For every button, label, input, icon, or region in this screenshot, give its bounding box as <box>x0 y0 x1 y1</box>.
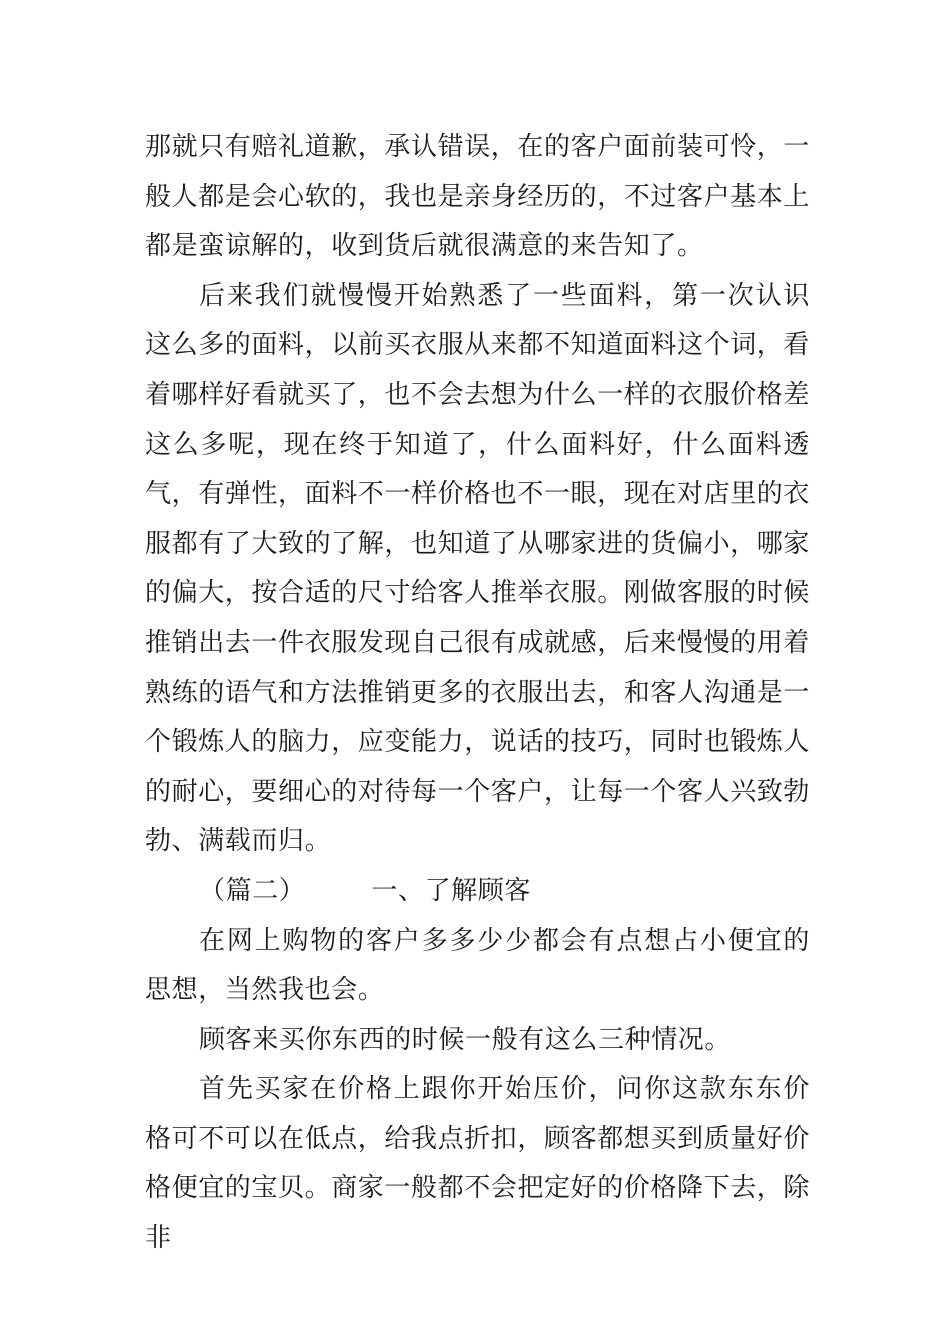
paragraph-2: 后来我们就慢慢开始熟悉了一些面料，第一次认识这么多的面料，以前买衣服从来都不知道面料这个词，看着哪样好看就买了，也不会去想为什么一样的衣服价格差这么多呢，现在终于知道了，什么面料好，什么面料透气，有弹性，面料不一样价格也不一眼，现在对店里的衣服都有了大致的了解，也知道了从哪家进的货偏小，哪家的偏大，按合适的尺寸给客人推举衣服。刚做客服的时候推销出去一件衣服发现自己很有成就感，后来慢慢的用着熟练的语气和方法推销更多的衣服出去，和客人沟通是一个锻炼人的脑力，应变能力，说话的技巧，同时也锻炼人的耐心，要细心的对待每一个客户，让每一个客人兴致勃勃、满载而归。 <box>145 280 811 857</box>
section-heading <box>145 867 810 917</box>
section-label: （篇二） <box>199 875 306 906</box>
paragraph-4: 顾客来买你东西的时候一般有这么三种情况。 <box>199 1024 732 1055</box>
document-body <box>145 123 810 1264</box>
paragraph-1: 那就只有赔礼道歉，承认错误，在的客户面前装可怜，一般人都是会心软的，我也是亲身经历的，不过客户基本上都是蛮谅解的，收到货后就很满意的来告知了。 <box>145 132 811 262</box>
paragraph-5: 首先买家在价格上跟你开始压价，问你这款东东价格可不可以在低点，给我点折扣，顾客都想买到质量好价格便宜的宝贝。商家一般都不会把定好的价格降下去，除非 <box>145 1074 811 1254</box>
paragraph-3: 在网上购物的客户多多少少都会有点想占小便宜的思想，当然我也会。 <box>145 925 810 1006</box>
section-title: 一、了解顾客 <box>371 875 532 906</box>
